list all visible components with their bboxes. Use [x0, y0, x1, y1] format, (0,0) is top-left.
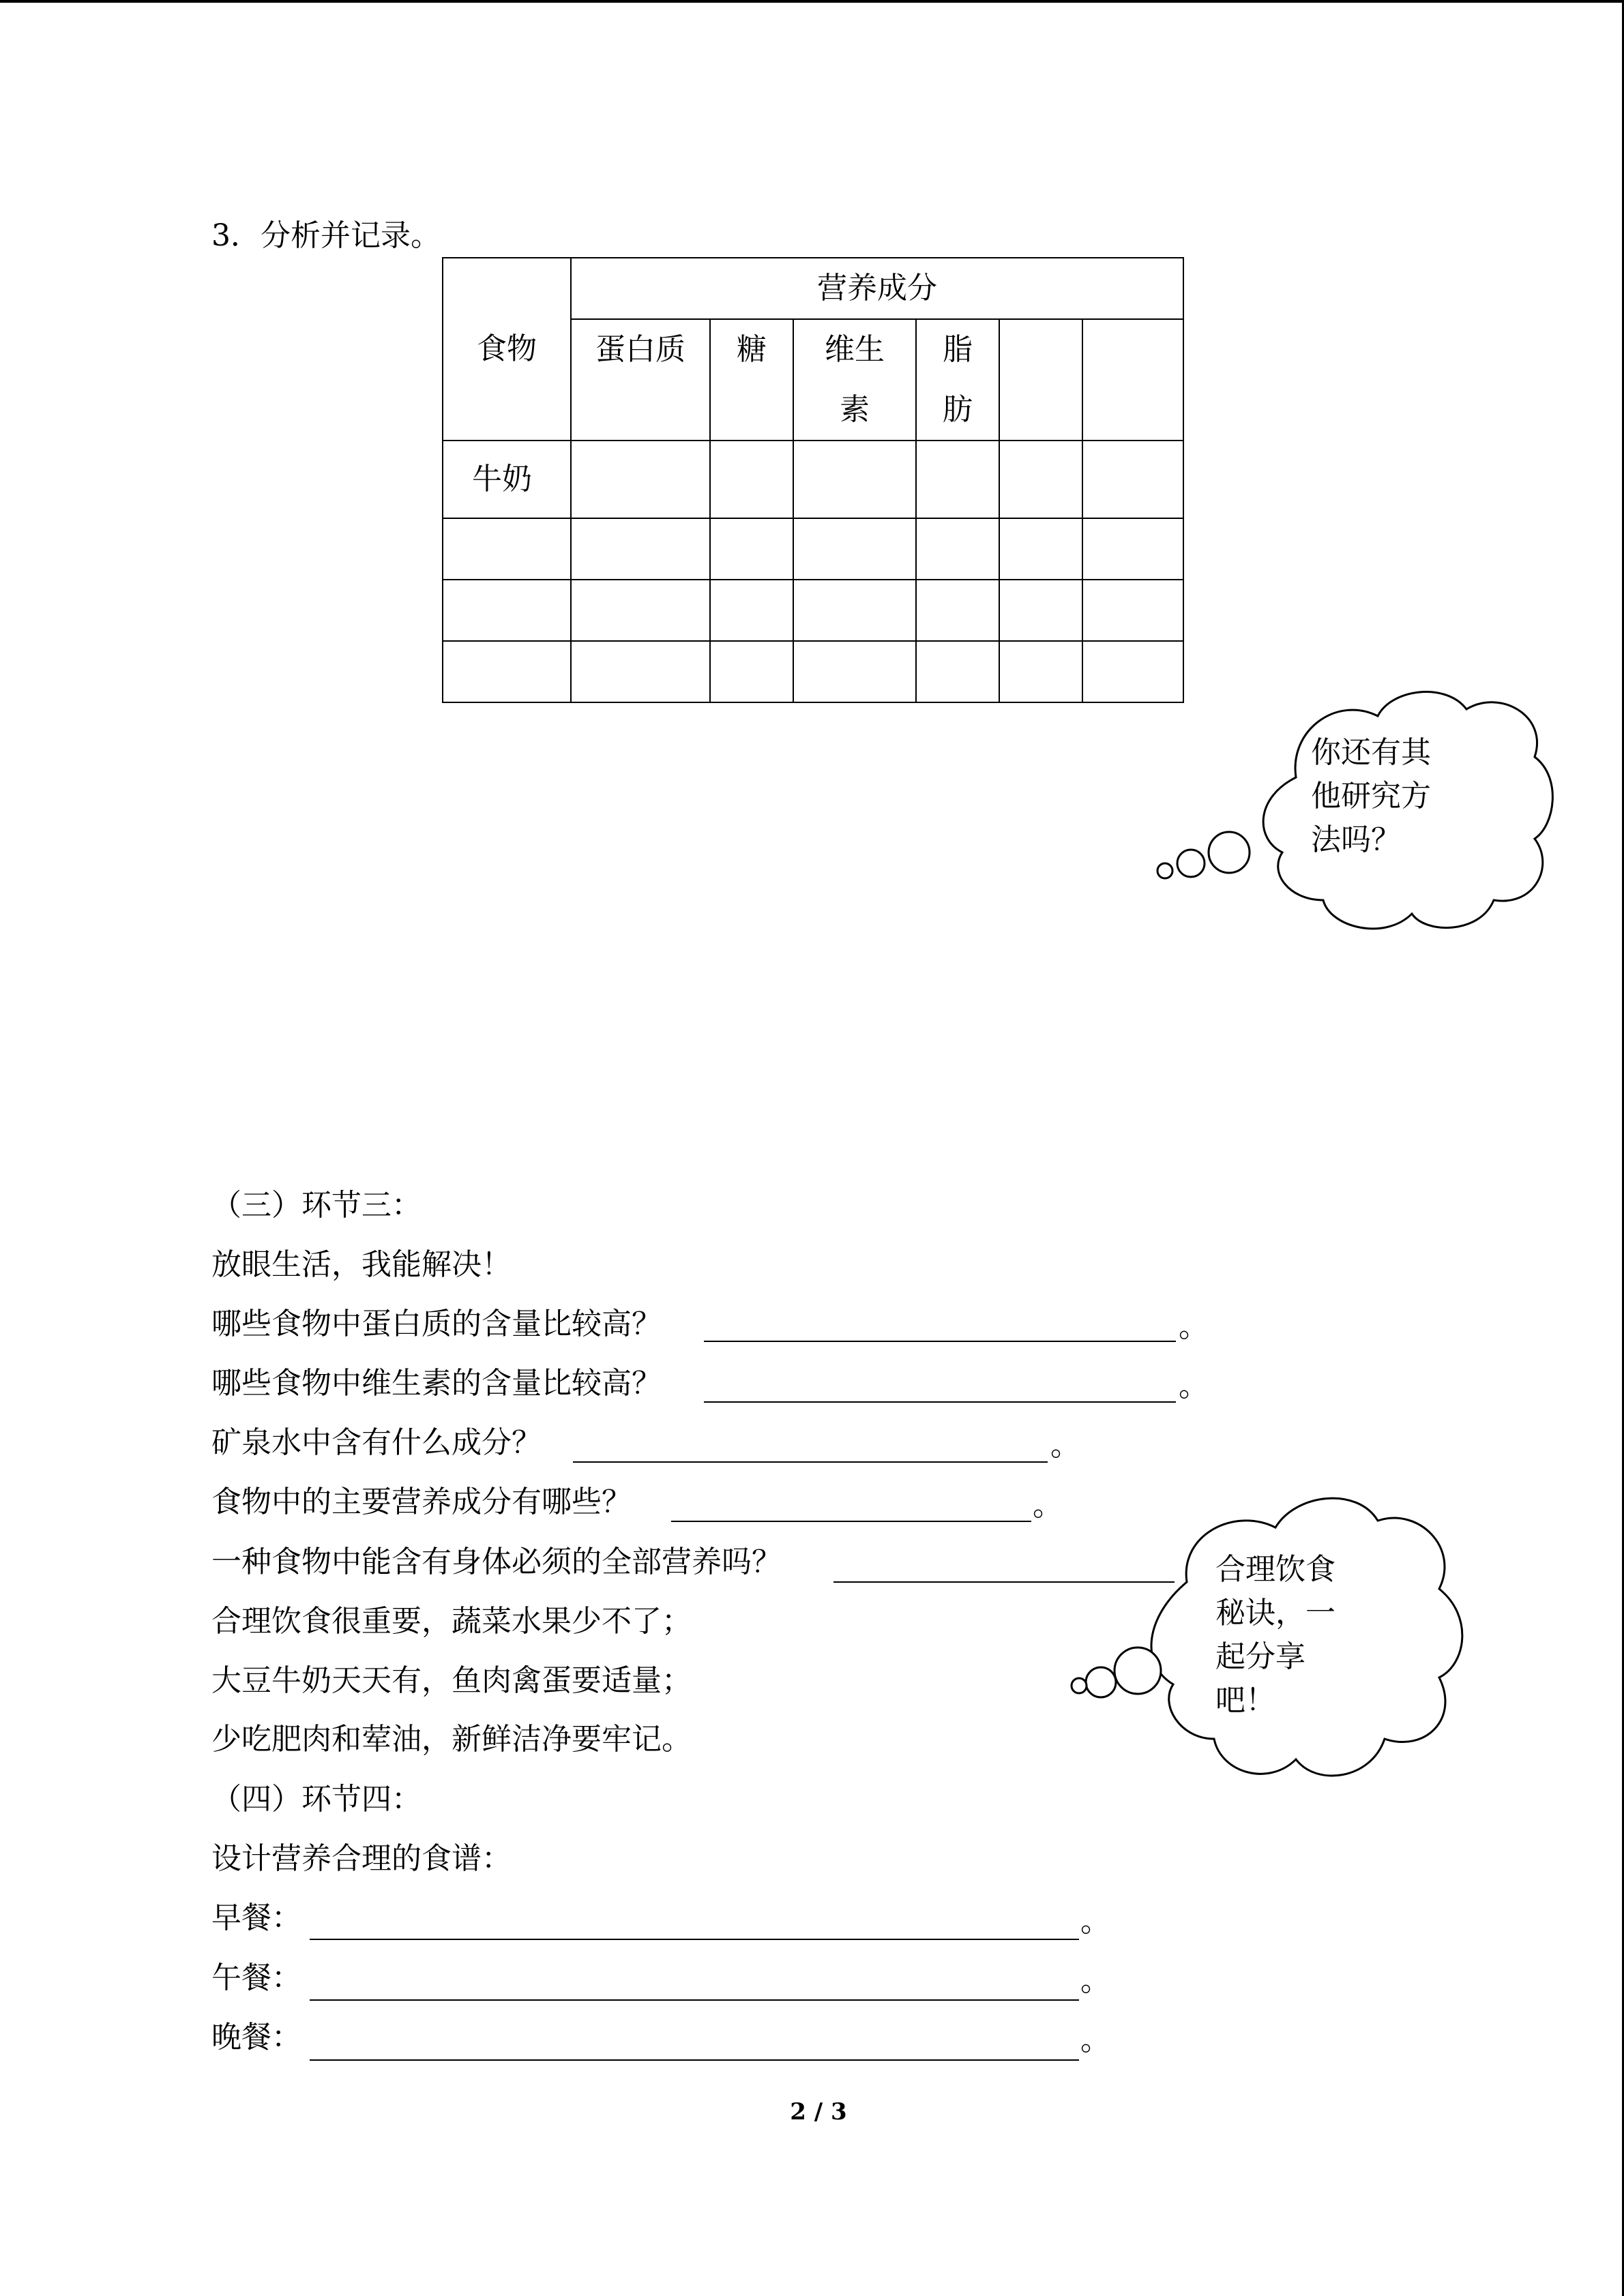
table-cell[interactable] — [710, 441, 793, 518]
column-header: 糖 — [710, 319, 793, 441]
period: 。 — [1080, 2023, 1110, 2057]
bubble-text: 你还有其他研究方法吗？ — [1311, 735, 1431, 857]
answer-mineral-water-field[interactable] — [573, 1461, 1048, 1463]
table-cell[interactable] — [999, 518, 1082, 580]
page-number: 2 / 3 — [790, 2098, 847, 2126]
column-header — [916, 319, 999, 441]
part3-title: （三）环节三： — [211, 1188, 422, 1223]
answer-protein-field[interactable] — [704, 1341, 1176, 1342]
table-cell[interactable] — [443, 518, 571, 580]
table-row — [443, 518, 1183, 580]
table-cell[interactable] — [793, 441, 916, 518]
bubble-text: 合理饮食秘诀，一起分享吧！ — [1215, 1552, 1335, 1718]
period: 。 — [1080, 1963, 1110, 1998]
table-cell[interactable] — [1082, 580, 1183, 641]
rhyme-line: 大豆牛奶天天有，鱼肉禽蛋要适量； — [211, 1663, 692, 1698]
table-cell[interactable] — [999, 441, 1082, 518]
column-header-text: 维生素 — [825, 332, 885, 427]
page-top-border — [0, 0, 1624, 3]
table-row — [443, 580, 1183, 641]
table-cell[interactable] — [793, 518, 916, 580]
table-cell[interactable] — [793, 580, 916, 641]
table-cell[interactable] — [571, 641, 710, 702]
table-cell[interactable] — [1082, 441, 1183, 518]
column-header-text: 脂肪 — [943, 332, 973, 427]
dinner-field[interactable] — [310, 2059, 1079, 2061]
question-all-nutrients: 一种食物中能含有身体必须的全部营养吗？ — [211, 1545, 782, 1579]
column-header — [1082, 319, 1183, 441]
table-cell[interactable] — [571, 518, 710, 580]
part3-subtitle: 放眼生活，我能解决！ — [211, 1247, 512, 1282]
question-vitamin: 哪些食物中维生素的含量比较高？ — [211, 1366, 662, 1401]
period: 。 — [1080, 1904, 1110, 1939]
column-header: 蛋白质 — [571, 319, 710, 441]
table-cell[interactable] — [916, 518, 999, 580]
table-cell[interactable]: 牛奶 — [443, 441, 571, 518]
question-main-nutrients: 食物中的主要营养成分有哪些？ — [211, 1485, 632, 1519]
nutrition-table — [442, 257, 1184, 703]
lunch-label: 午餐： — [211, 1960, 301, 1995]
breakfast-field[interactable] — [310, 1939, 1079, 1940]
table-cell[interactable] — [793, 641, 916, 702]
part4-title: （四）环节四： — [211, 1782, 422, 1817]
answer-vitamin-field[interactable] — [704, 1401, 1176, 1403]
section3-heading: 3．分析并记录。 — [211, 218, 441, 253]
table-cell[interactable] — [916, 641, 999, 702]
table-cell[interactable] — [571, 580, 710, 641]
table-cell[interactable] — [571, 441, 710, 518]
question-protein: 哪些食物中蛋白质的含量比较高？ — [211, 1307, 662, 1341]
food-header: 食物 — [443, 258, 571, 441]
column-header — [999, 319, 1082, 441]
column-header — [793, 319, 916, 441]
table-cell[interactable] — [710, 641, 793, 702]
table-row — [443, 441, 1183, 518]
table-cell[interactable] — [999, 580, 1082, 641]
rhyme-line: 合理饮食很重要，蔬菜水果少不了； — [211, 1604, 692, 1639]
period: 。 — [1179, 1369, 1209, 1403]
table-cell[interactable] — [999, 641, 1082, 702]
answer-main-nutrients-field[interactable] — [671, 1521, 1031, 1522]
breakfast-label: 早餐： — [211, 1900, 301, 1935]
table-cell[interactable] — [916, 580, 999, 641]
rhyme-line: 少吃肥肉和荤油，新鲜洁净要牢记。 — [211, 1722, 692, 1757]
table-cell[interactable] — [710, 580, 793, 641]
table-cell[interactable] — [443, 580, 571, 641]
question-mineral-water: 矿泉水中含有什么成分？ — [211, 1425, 542, 1460]
nutrition-group-header: 营养成分 — [571, 258, 1183, 319]
lunch-field[interactable] — [310, 1999, 1079, 2001]
table-cell[interactable] — [710, 518, 793, 580]
table-row — [443, 641, 1183, 702]
dinner-label: 晚餐： — [211, 2020, 301, 2055]
period: 。 — [1179, 1309, 1209, 1344]
table-cell[interactable] — [916, 441, 999, 518]
table-cell[interactable] — [1082, 518, 1183, 580]
thought-bubble-diet-tips — [1071, 1487, 1460, 1787]
period: 。 — [1033, 1488, 1063, 1523]
table-cell[interactable] — [443, 641, 571, 702]
period: 。 — [1050, 1428, 1080, 1463]
thought-bubble-research — [1153, 682, 1555, 941]
part4-subtitle: 设计营养合理的食谱： — [211, 1841, 512, 1876]
